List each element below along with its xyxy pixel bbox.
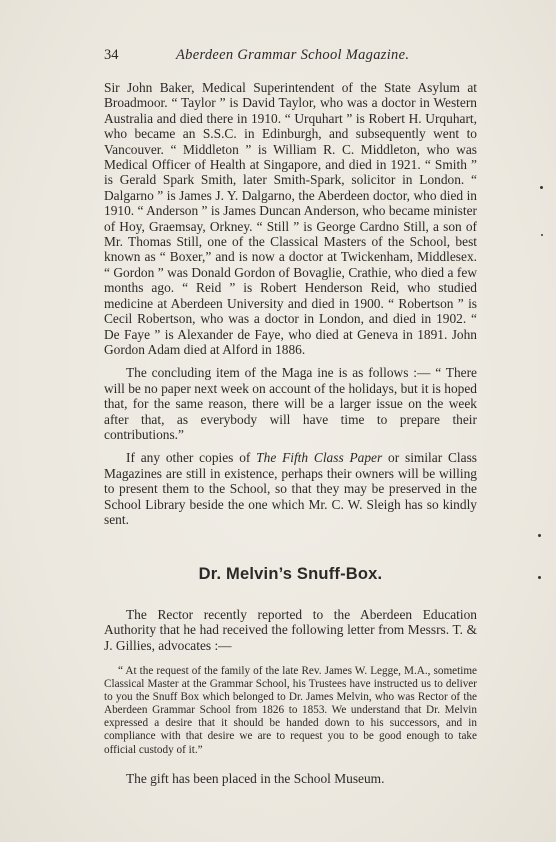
running-title: Aberdeen Grammar School Magazine. (176, 47, 410, 63)
paragraph-3-text-start: If any other copies of (126, 450, 257, 466)
paragraph-3-text-end: or similar Class Magazines are still in existence, perhaps their owners will be willing to present them to the School, so that they may be preserved in the School Library beside the one which Mr. C. W. Sleigh has so kindly sent. (104, 450, 478, 527)
letter-quote (104, 665, 477, 757)
page-number: 34 (104, 47, 119, 63)
fifth-class-paper-title: The Fifth Class Paper (256, 450, 383, 466)
page-body (104, 80, 477, 786)
article-paragraph-3 (104, 450, 477, 527)
section-heading: Dr. Melvin’s Snuff-Box. (198, 565, 383, 584)
section-paragraph-1: The Rector recently reported to the Aberdeen Education Authority that he had received the following letter from Messrs. T. & J. Gillies, advocates :— (104, 606, 477, 653)
letter-quote-text: “ At the request of the family of the late Rev. James W. Legge, M.A., sometime Classical Master at the Grammar School, his Trustees have instructed us to deliver to you the Snuff Box which belonged to Dr. James Melvin, who was Rector of the Aberdeen Grammar School from 1826 to 1853. We understand that Dr. Melvin expressed a desire that it should be handed down to his successors, and in compliance with that desire we are to request you to be good enough to take official custody of it.” (104, 665, 477, 756)
article-paragraph-2: The concluding item of the Maga ine is as follows :— “ There will be no paper next week on account of the holidays, but it is hoped that, for the same reason, there will be a larger issue on the week after that, as everybody will have time to prepare their contributions.” (104, 365, 477, 442)
closing-paragraph: The gift has been placed in the School Museum. (126, 770, 385, 786)
paper-speck (541, 234, 543, 236)
paper-speck (540, 186, 543, 189)
article-paragraph-1: Sir John Baker, Medical Superintendent of the State Asylum at Broadmoor. “ Taylor ” is David Taylor, who was a doctor in Western Australia and died there in 1910. “ Urquhart ” is Robert H. Urquhart, who became an S.S.C. in Edinburgh, and subsequently went to Vancouver. “ Middleton ” is William R. C. Middleton, who was Medical Officer of Health at Singapore, and died in 1921. “ Smith ” is Gerald Spark Smith, later Smith-Spark, solicitor in London. “ Dalgarno ” is James J. Y. Dalgarno, the Aberdeen doctor, who died in 1910. “ Anderson ” is James Duncan Anderson, who became minister of Hoy, Graemsay, Orkney. “ Still ” is George Cardno Still, a son of Mr. Thomas Still, one of the Classical Masters of the School, best known as “ Boxer,” and is now a doctor at Twickenham, Middlesex. “ Gordon ” was Donald Gordon of Bovaglie, Crathie, who died a few months ago. “ Reid ” is Robert Henderson Reid, who studied medicine at Aberdeen University and died in 1900. “ Robertson ” is Cecil Robertson, who was a doctor in London, and died in 1902. “ De Faye ” is Alexander de Faye, who died at Geneva in 1891. John Gordon Adam died at Alford in 1886. (104, 80, 477, 357)
paper-speck (538, 576, 541, 579)
paper-speck (538, 534, 541, 537)
